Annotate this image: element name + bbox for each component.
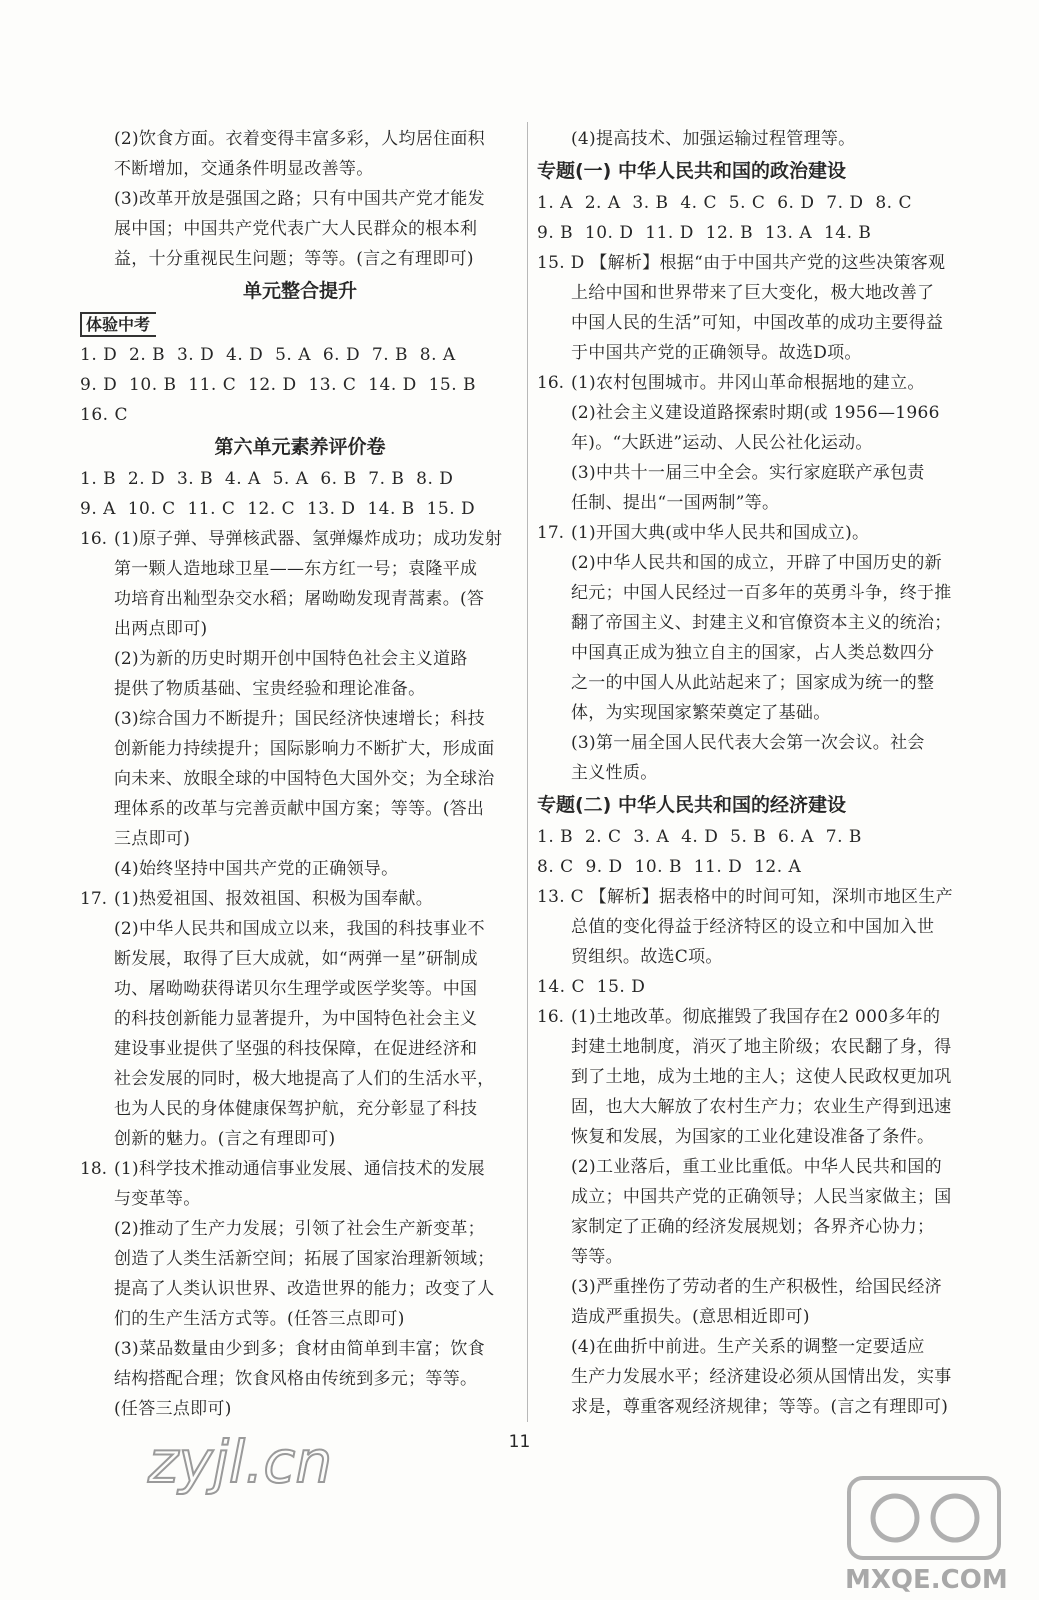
text-line: 贸组织。故选C项。 (571, 947, 723, 967)
question-number: 17. (537, 523, 565, 543)
text-line: 15. D 【解析】根据“由于中国共产党的这些决策客观 (537, 253, 946, 273)
subsection-label: 体验中考 (80, 312, 156, 337)
intro-block (80, 124, 520, 274)
topic1-question-17 (537, 518, 977, 788)
text-line: 创新的魅力。(言之有理即可) (114, 1129, 336, 1149)
text-line: 第一颗人造地球卫星——东方红一号；袁隆平成 (114, 559, 478, 579)
question-17 (80, 884, 520, 1154)
text-line: 们的生产生活方式等。(任答三点即可) (114, 1309, 405, 1329)
text-line: (2)为新的历史时期开创中国特色社会主义道路 (114, 649, 468, 669)
question-number: 16. (80, 529, 108, 549)
text-line: 的科技创新能力显著提升，为中国特色社会主义 (114, 1009, 478, 1029)
text-line: (1)农村包围城市。井冈山革命根据地的建立。 (571, 373, 925, 393)
text-line: (任答三点即可) (114, 1399, 232, 1419)
text-line: (2)推动了生产力发展；引领了社会生产新变革； (114, 1219, 485, 1239)
text-line: (1)原子弹、导弹核武器、氢弹爆炸成功；成功发射 (114, 529, 503, 549)
answer-line: 9. B 10. D 11. D 12. B 13. A 14. B (537, 223, 872, 243)
text-line: 中国真正成为独立自主的国家，占人类总数四分 (571, 643, 935, 663)
text-line: (2)社会主义建设道路探索时期(或 1956—1966 (571, 403, 940, 423)
answer-line: 1. D 2. B 3. D 4. D 5. A 6. D 7. B 8. A (80, 345, 456, 365)
text-line: 体，为实现国家繁荣奠定了基础。 (571, 703, 831, 723)
text-line: 于中国共产党的正确领导。故选D项。 (571, 343, 862, 363)
text-line: 提供了物质基础、宝贵经验和理论准备。 (114, 679, 426, 699)
text-line: (1)土地改革。彻底摧毁了我国存在2 000多年的 (571, 1007, 941, 1027)
right-column (537, 124, 977, 1422)
text-line: 不断增加，交通条件明显改善等。 (114, 159, 374, 179)
answer-line: 1. B 2. C 3. A 4. D 5. B 6. A 7. B (537, 827, 862, 847)
text-line: 主义性质。 (571, 763, 658, 783)
text-line: 功、屠呦呦获得诺贝尔生理学或医学奖等。中国 (114, 979, 478, 999)
subsection-label-row (80, 308, 520, 340)
text-line: (3)中共十一届三中全会。实行家庭联产承包责 (571, 463, 925, 483)
text-line: (3)综合国力不断提升；国民经济快速增长；科技 (114, 709, 485, 729)
text-line: 益，十分重视民生问题；等等。(言之有理即可) (114, 249, 474, 269)
text-line: 到了土地，成为土地的主人；这使人民政权更加巩 (571, 1067, 952, 1087)
topic-title: 专题(二) 中华人民共和国的经济建设 (537, 794, 846, 816)
text-line: 之一的中国人从此站起来了；国家成为统一的整 (571, 673, 935, 693)
text-line: 成立；中国共产党的正确领导；人民当家做主；国 (571, 1187, 952, 1207)
text-line: 结构搭配合理；饮食风格由传统到多元；等等。 (114, 1369, 478, 1389)
column-divider (527, 122, 528, 1422)
text-line: 断发展，取得了巨大成就，如“两弹一星”研制成 (114, 949, 478, 969)
text-line: 也为人民的身体健康保驾护航，充分彰显了科技 (114, 1099, 478, 1119)
question-number: 18. (80, 1159, 108, 1179)
answer-line: 9. D 10. B 11. C 12. D 13. C 14. D 15. B (80, 375, 476, 395)
question-15 (537, 248, 977, 368)
left-column (80, 124, 520, 1424)
text-line: 年)。“大跃进”运动、人民公社化运动。 (571, 433, 873, 453)
answer-line: 1. A 2. A 3. B 4. C 5. C 6. D 7. D 8. C (537, 193, 912, 213)
question-number: 17. (80, 889, 108, 909)
text-line: 向未来、放眼全球的中国特色大国外交；为全球治 (114, 769, 495, 789)
text-line: (2)中华人民共和国的成立，开辟了中国历史的新 (571, 553, 942, 573)
text-line: 理体系的改革与完善贡献中国方案；等等。(答出 (114, 799, 485, 819)
text-line: (4)在曲折中前进。生产关系的调整一定要适应 (571, 1337, 925, 1357)
text-line: (1)热爱祖国、报效祖国、积极为国奉献。 (114, 889, 434, 909)
text-line: (3)第一届全国人民代表大会第一次会议。社会 (571, 733, 925, 753)
section-title: 第六单元素养评价卷 (214, 436, 386, 458)
text-line: (3)菜品数量由少到多；食材由简单到丰富；饮食 (114, 1339, 485, 1359)
topic1-question-16 (537, 368, 977, 518)
text-line: 中国人民的生活”可知，中国改革的成功主要得益 (571, 313, 944, 333)
text-line: 生产力发展水平；经济建设必须从国情出发，实事 (571, 1367, 952, 1387)
answer-line: 1. B 2. D 3. B 4. A 5. A 6. B 7. B 8. D (80, 469, 454, 489)
text-line: 提高了人类认识世界、改造世界的能力；改变了人 (114, 1279, 495, 1299)
question-number: 16. (537, 373, 565, 393)
text-line: 任制、提出“一国两制”等。 (571, 493, 780, 513)
question-number: 16. (537, 1007, 565, 1027)
question-18 (80, 1154, 520, 1424)
section-title: 单元整合提升 (242, 280, 357, 302)
text-line: (4)提高技术、加强运输过程管理等。 (571, 129, 856, 149)
text-line: (2)中华人民共和国成立以来，我国的科技事业不 (114, 919, 485, 939)
text-line: 社会发展的同时，极大地提高了人们的生活水平， (114, 1069, 495, 1089)
text-line: 13. C 【解析】据表格中的时间可知，深圳市地区生产 (537, 887, 953, 907)
text-line: 三点即可) (114, 829, 191, 849)
text-line: 总值的变化得益于经济特区的设立和中国加入世 (571, 917, 935, 937)
text-line: (2)工业落后，重工业比重低。中华人民共和国的 (571, 1157, 942, 1177)
text-line: 创造了人类生活新空间；拓展了国家治理新领域； (114, 1249, 495, 1269)
topic2-question-16 (537, 1002, 977, 1422)
watermark-logo-right (835, 1470, 1030, 1595)
watermark-logo-left (140, 1430, 390, 1500)
text-line: 求是，尊重客观经济规律；等等。(言之有理即可) (571, 1397, 949, 1417)
answer-line: 14. C 15. D (537, 977, 646, 997)
text-line: 固，也大大解放了农村生产力；农业生产得到迅速 (571, 1097, 952, 1117)
answer-line: 8. C 9. D 10. B 11. D 12. A (537, 857, 802, 877)
text-line: 造成严重损失。(意思相近即可) (571, 1307, 810, 1327)
text-line: (1)科学技术推动通信事业发展、通信技术的发展 (114, 1159, 485, 1179)
text-line: 上给中国和世界带来了巨大变化，极大地改善了 (571, 283, 935, 303)
text-line: (3)严重挫伤了劳动者的生产积极性，给国民经济 (571, 1277, 942, 1297)
text-line: 家制定了正确的经济发展规划；各界齐心协力； (571, 1217, 935, 1237)
text-line: 等等。 (571, 1247, 623, 1267)
text-line: 展中国；中国共产党代表广大人民群众的根本利 (114, 219, 478, 239)
answer-line: 9. A 10. C 11. C 12. C 13. D 14. B 15. D (80, 499, 476, 519)
text-line: 恢复和发展，为国家的工业化建设准备了条件。 (571, 1127, 935, 1147)
text-line: (2)饮食方面。衣着变得丰富多彩，人均居住面积 (114, 129, 485, 149)
answer-line: 16. C (80, 405, 128, 425)
text-line: 与变革等。 (114, 1189, 201, 1209)
text-line: 封建土地制度，消灭了地主阶级；农民翻了身，得 (571, 1037, 952, 1057)
text-line: (1)开国大典(或中华人民共和国成立)。 (571, 523, 870, 543)
text-line: (3)改革开放是强国之路；只有中国共产党才能发 (114, 189, 485, 209)
text-line: 创新能力持续提升；国际影响力不断扩大，形成面 (114, 739, 495, 759)
watermark-logo-text: zyjl.cn (148, 1430, 333, 1496)
text-line: 纪元；中国人民经过一百多年的英勇斗争，终于推 (571, 583, 952, 603)
text-line: (4)始终坚持中国共产党的正确领导。 (114, 859, 399, 879)
text-line: 功培育出籼型杂交水稻；屠呦呦发现青蒿素。(答 (114, 589, 485, 609)
text-line: 建设事业提供了坚强的科技保障，在促进经济和 (114, 1039, 478, 1059)
question-16 (80, 524, 520, 884)
text-line: 翻了帝国主义、封建主义和官僚资本主义的统治； (571, 613, 952, 633)
question-13 (537, 882, 977, 972)
text-line: 出两点即可) (114, 619, 208, 639)
topic-title: 专题(一) 中华人民共和国的政治建设 (537, 160, 846, 182)
page-number: 11 (508, 1432, 531, 1452)
watermark-logo-text: MXQE.COM (845, 1565, 1008, 1595)
